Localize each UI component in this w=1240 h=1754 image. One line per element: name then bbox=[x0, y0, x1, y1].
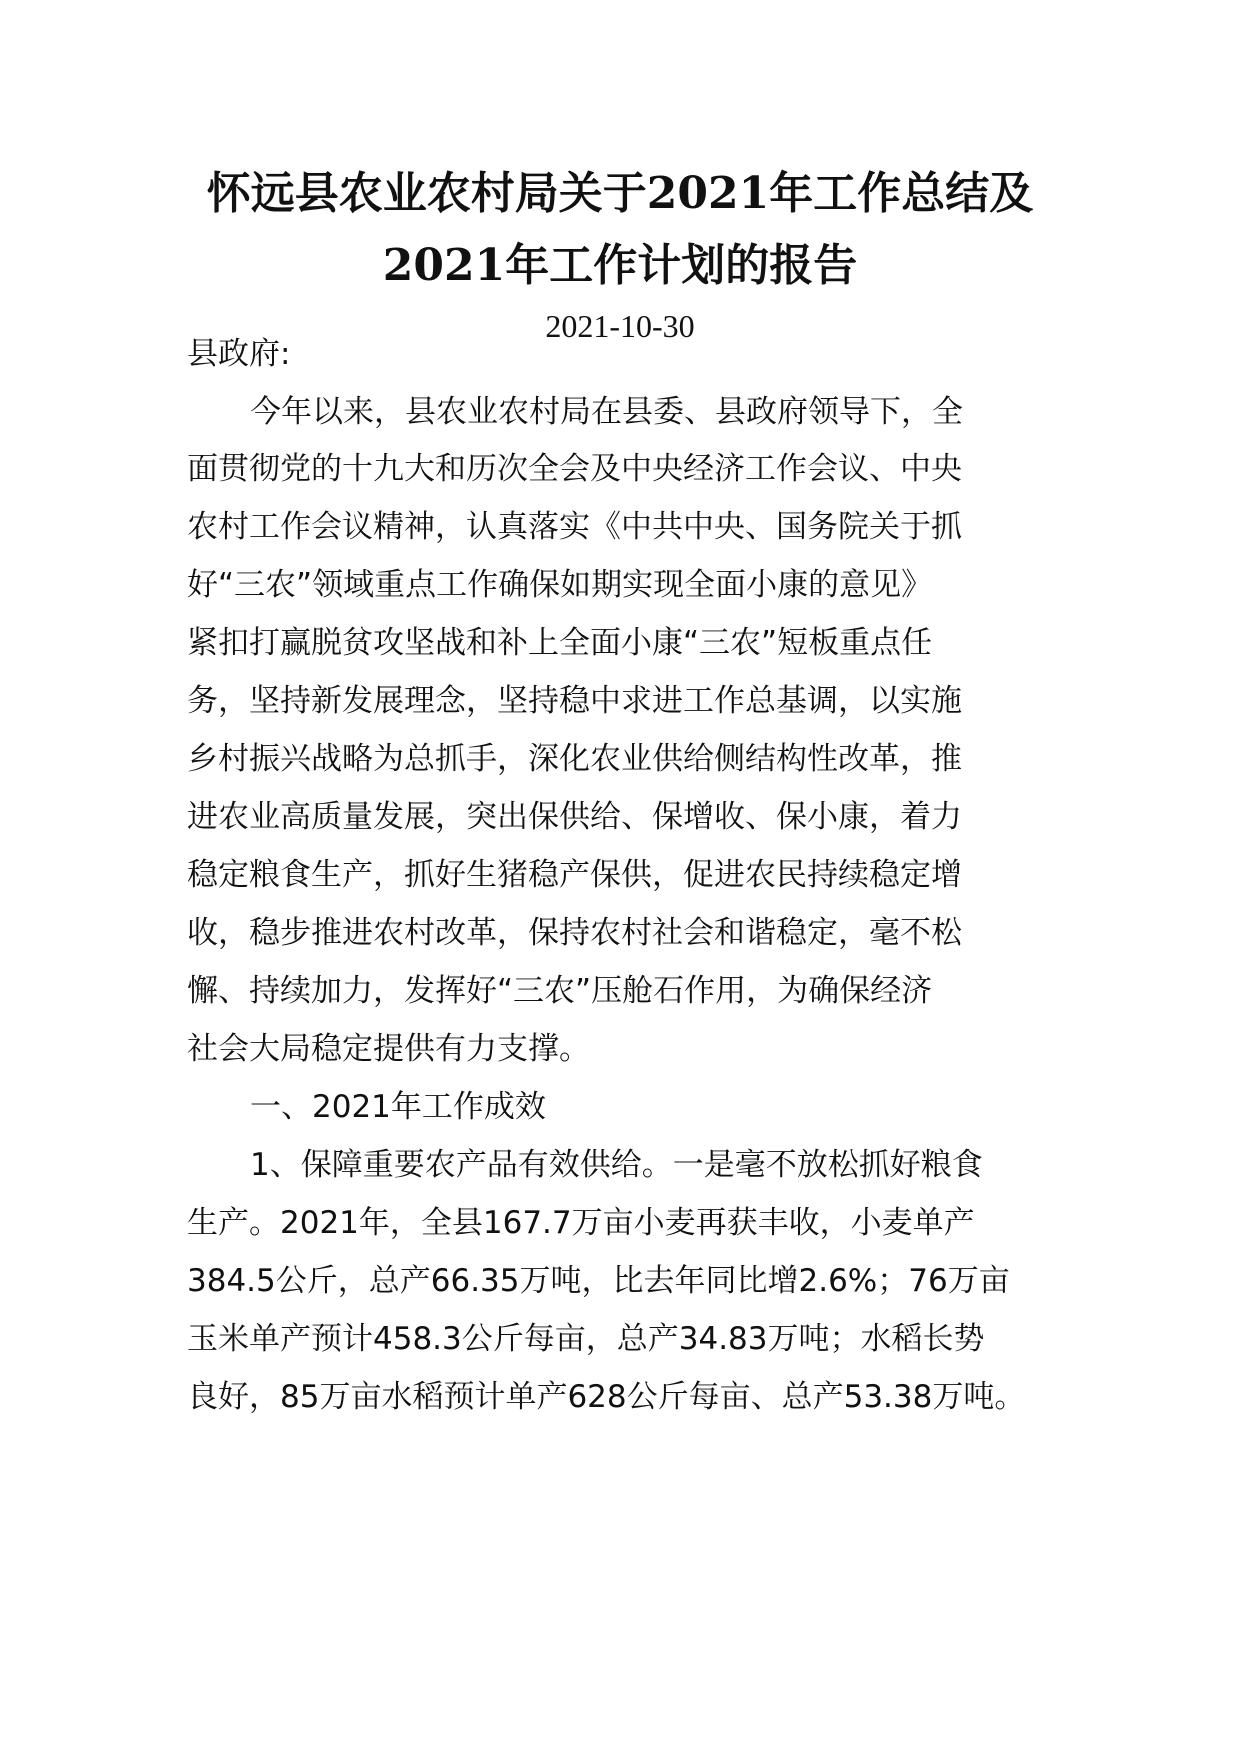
paragraph-line-17: 良好，85万亩水稻预计单产628公斤每亩、总产53.38万吨。 bbox=[187, 1379, 1026, 1415]
paragraph-line-15: 384.5公斤，总产66.35万吨，比去年同比增2.6%；76万亩 bbox=[187, 1263, 1010, 1299]
paragraph-line-8: 进农业高质量发展，突出保供给、保增收、保小康，着力 bbox=[187, 799, 962, 835]
paragraph-line-16: 玉米单产预计458.3公斤每亩，总产34.83万吨；水稻长势 bbox=[187, 1321, 985, 1357]
paragraph-line-9: 稳定粮食生产，抓好生猪稳产保供，促进农民持续稳定增 bbox=[187, 857, 962, 893]
paragraph-line-14: 生产。2021年，全县167.7万亩小麦再获丰收，小麦单产 bbox=[187, 1205, 975, 1241]
document-title-line-1: 怀远县农业农村局关于2021年工作总结及 bbox=[206, 168, 1034, 219]
document-title-line-2: 2021年工作计划的报告 bbox=[382, 240, 858, 291]
paragraph-line-3: 农村工作会议精神，认真落实《中共中央、国务院关于抓 bbox=[187, 509, 962, 545]
paragraph-line-11: 懈、持续加力，发挥好“三农”压舱石作用，为确保经济 bbox=[187, 973, 933, 1009]
paragraph-line-7: 乡村振兴战略为总抓手，深化农业供给侧结构性改革，推 bbox=[187, 741, 962, 777]
paragraph-line-13: 1、保障重要农产品有效供给。一是毫不放松抓好粮食 bbox=[250, 1147, 983, 1183]
paragraph-line-12: 社会大局稳定提供有力支撑。 bbox=[187, 1031, 590, 1067]
paragraph-line-5: 紧扣打赢脱贫攻坚战和补上全面小康“三农”短板重点任 bbox=[187, 625, 933, 661]
paragraph-line-2: 面贯彻党的十九大和历次全会及中央经济工作会议、中央 bbox=[187, 451, 962, 487]
document-date: 2021-10-30 bbox=[545, 308, 695, 344]
paragraph-line-4: 好“三农”领域重点工作确保如期实现全面小康的意见》 bbox=[187, 567, 933, 603]
paragraph-line-1: 今年以来，县农业农村局在县委、县政府领导下，全 bbox=[250, 394, 963, 430]
paragraph-line-6: 务，坚持新发展理念，坚持稳中求进工作总基调，以实施 bbox=[187, 683, 962, 719]
section-heading: 一、2021年工作成效 bbox=[250, 1089, 546, 1125]
addressee: 县政府: bbox=[187, 336, 291, 372]
paragraph-line-10: 收，稳步推进农村改革，保持农村社会和谐稳定，毫不松 bbox=[187, 915, 962, 951]
